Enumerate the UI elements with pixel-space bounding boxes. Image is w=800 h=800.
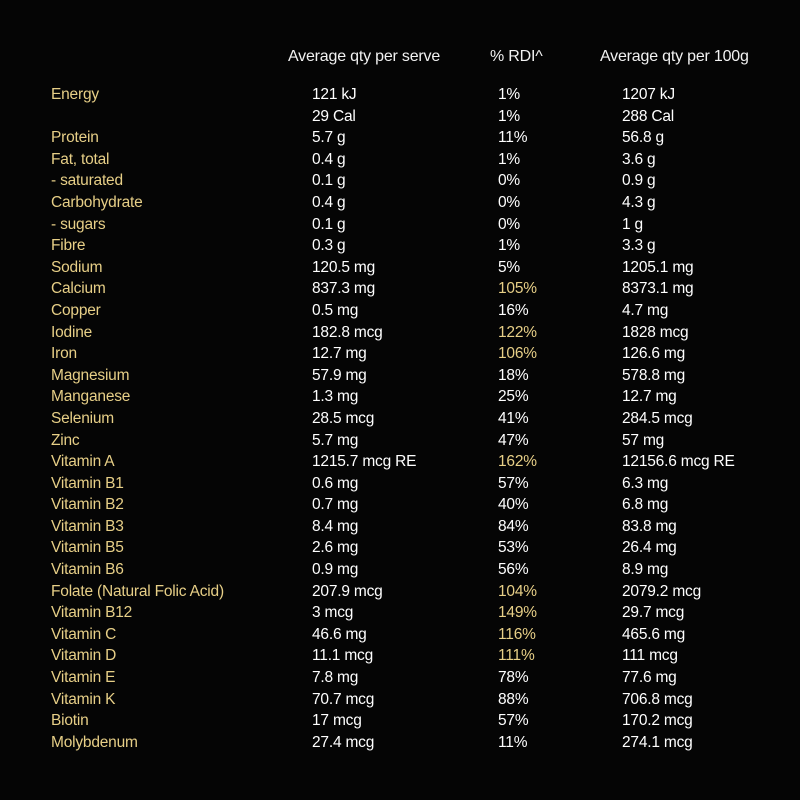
table-row [0, 106, 800, 128]
header-per-serve: Average qty per serve [288, 48, 441, 65]
table-row [0, 300, 800, 322]
qty-per-serve: 0.1 g [312, 215, 346, 233]
nutrient-name: Vitamin B6 [51, 561, 124, 579]
nutrient-name: Protein [51, 129, 99, 147]
rdi-percent: 47% [498, 431, 529, 449]
qty-per-serve: 3 mcg [312, 604, 354, 622]
rdi-percent: 41% [498, 409, 529, 427]
rdi-percent: 122% [498, 323, 537, 341]
nutrient-name: Sodium [51, 258, 103, 276]
rdi-percent: 11% [498, 733, 528, 751]
nutrient-name: Folate (Natural Folic Acid) [51, 582, 224, 600]
rdi-percent: 25% [498, 388, 529, 406]
qty-per-100g: 1205.1 mg [622, 258, 694, 276]
qty-per-100g: 2079.2 mcg [622, 582, 701, 600]
qty-per-serve: 1215.7 mcg RE [312, 453, 417, 471]
nutrient-name: Biotin [51, 712, 89, 730]
qty-per-serve: 8.4 mg [312, 517, 359, 535]
nutrient-name: Copper [51, 301, 101, 319]
qty-per-serve: 12.7 mg [312, 345, 367, 363]
nutrient-name: - saturated [51, 172, 123, 190]
qty-per-serve: 57.9 mg [312, 366, 367, 384]
qty-per-100g: 706.8 mcg [622, 690, 693, 708]
qty-per-serve: 0.5 mg [312, 301, 359, 319]
qty-per-100g: 6.8 mg [622, 496, 669, 514]
qty-per-serve: 207.9 mcg [312, 582, 383, 600]
qty-per-100g: 4.7 mg [622, 301, 669, 319]
nutrient-name: Vitamin B3 [51, 517, 124, 535]
rdi-percent: 0% [498, 193, 521, 211]
qty-per-serve: 0.6 mg [312, 474, 359, 492]
qty-per-serve: 1.3 mg [312, 388, 359, 406]
nutrient-name: Manganese [51, 388, 131, 406]
table-row [0, 408, 800, 430]
table-row [0, 516, 800, 538]
nutrient-name: Carbohydrate [51, 193, 143, 211]
qty-per-100g: 126.6 mg [622, 345, 686, 363]
nutrient-name: Fat, total [51, 150, 110, 168]
qty-per-serve: 17 mcg [312, 712, 362, 730]
qty-per-100g: 1828 mcg [622, 323, 689, 341]
qty-per-serve: 28.5 mcg [312, 409, 375, 427]
nutrient-name: Vitamin E [51, 669, 116, 687]
qty-per-serve: 2.6 mg [312, 539, 359, 557]
rdi-percent: 106% [498, 345, 537, 363]
table-header [0, 48, 800, 72]
qty-per-100g: 284.5 mcg [622, 409, 693, 427]
table-row [0, 667, 800, 689]
qty-per-100g: 26.4 mg [622, 539, 677, 557]
rdi-percent: 116% [498, 625, 536, 643]
rdi-percent: 0% [498, 172, 521, 190]
header-rdi: % RDI^ [490, 48, 543, 65]
table-row [0, 127, 800, 149]
table-row [0, 170, 800, 192]
qty-per-100g: 3.6 g [622, 150, 656, 168]
nutrient-name: Calcium [51, 280, 106, 298]
nutrient-name: Vitamin D [51, 647, 117, 665]
qty-per-serve: 0.4 g [312, 150, 346, 168]
rdi-percent: 56% [498, 561, 529, 579]
qty-per-100g: 77.6 mg [622, 669, 677, 687]
rdi-percent: 162% [498, 453, 537, 471]
nutrient-name: Iodine [51, 323, 93, 341]
table-row [0, 494, 800, 516]
qty-per-100g: 56.8 g [622, 129, 664, 147]
nutrient-name: Vitamin B2 [51, 496, 124, 514]
qty-per-100g: 578.8 mg [622, 366, 686, 384]
nutrient-name: Vitamin A [51, 453, 115, 471]
qty-per-100g: 29.7 mcg [622, 604, 685, 622]
qty-per-serve: 182.8 mcg [312, 323, 383, 341]
rdi-percent: 105% [498, 280, 537, 298]
table-row [0, 322, 800, 344]
rdi-percent: 84% [498, 517, 529, 535]
nutrient-name: Energy [51, 86, 99, 103]
table-row [0, 537, 800, 559]
qty-per-100g: 3.3 g [622, 237, 656, 255]
rdi-percent: 149% [498, 604, 537, 622]
qty-per-serve: 0.9 mg [312, 561, 359, 579]
qty-per-serve: 46.6 mg [312, 625, 367, 643]
rdi-percent: 1% [498, 86, 521, 103]
qty-per-100g: 1207 kJ [622, 86, 675, 103]
nutrient-name: Magnesium [51, 366, 130, 384]
qty-per-100g: 111 mcg [622, 647, 678, 665]
table-row [0, 559, 800, 581]
table-row [0, 192, 800, 214]
nutrient-name: Vitamin B5 [51, 539, 124, 557]
qty-per-serve: 29 Cal [312, 107, 356, 125]
table-row [0, 214, 800, 236]
rdi-percent: 57% [498, 474, 529, 492]
nutrient-name: Vitamin K [51, 690, 116, 708]
table-row [0, 473, 800, 495]
rdi-percent: 53% [498, 539, 529, 557]
nutrient-name: Fibre [51, 237, 86, 255]
qty-per-serve: 5.7 mg [312, 431, 359, 449]
table-row [0, 602, 800, 624]
table-row [0, 343, 800, 365]
rdi-percent: 1% [498, 150, 521, 168]
table-row [0, 365, 800, 387]
qty-per-serve: 7.8 mg [312, 669, 359, 687]
qty-per-serve: 0.4 g [312, 193, 346, 211]
rdi-percent: 78% [498, 669, 529, 687]
table-row [0, 710, 800, 732]
qty-per-100g: 8.9 mg [622, 561, 669, 579]
nutrient-name: Zinc [51, 431, 80, 449]
table-row [0, 732, 800, 754]
table-row [0, 235, 800, 257]
nutrient-name: Vitamin C [51, 625, 117, 643]
table-row [0, 386, 800, 408]
nutrient-table-body [0, 84, 800, 753]
nutrient-name: Molybdenum [51, 733, 138, 751]
rdi-percent: 40% [498, 496, 529, 514]
nutrient-name: Vitamin B12 [51, 604, 133, 622]
qty-per-serve: 27.4 mcg [312, 733, 375, 751]
table-row [0, 149, 800, 171]
qty-per-100g: 170.2 mcg [622, 712, 693, 730]
qty-per-serve: 0.7 mg [312, 496, 359, 514]
qty-per-100g: 12156.6 mcg RE [622, 453, 735, 471]
table-row [0, 84, 800, 106]
rdi-percent: 111% [498, 647, 535, 665]
rdi-percent: 1% [498, 237, 521, 255]
nutrient-name: - sugars [51, 215, 106, 233]
table-row [0, 645, 800, 667]
qty-per-serve: 5.7 g [312, 129, 346, 147]
qty-per-100g: 12.7 mg [622, 388, 677, 406]
rdi-percent: 16% [498, 301, 529, 319]
qty-per-100g: 465.6 mg [622, 625, 686, 643]
qty-per-100g: 0.9 g [622, 172, 656, 190]
qty-per-serve: 121 kJ [312, 86, 357, 103]
table-row [0, 451, 800, 473]
rdi-percent: 11% [498, 129, 528, 147]
qty-per-100g: 4.3 g [622, 193, 656, 211]
table-row [0, 689, 800, 711]
table-row [0, 278, 800, 300]
qty-per-serve: 120.5 mg [312, 258, 376, 276]
rdi-percent: 0% [498, 215, 521, 233]
table-row [0, 257, 800, 279]
nutrient-name: Iron [51, 345, 77, 363]
rdi-percent: 18% [498, 366, 529, 384]
rdi-percent: 57% [498, 712, 529, 730]
table-row [0, 430, 800, 452]
qty-per-100g: 83.8 mg [622, 517, 677, 535]
qty-per-100g: 274.1 mcg [622, 733, 693, 751]
header-per-100g: Average qty per 100g [600, 48, 749, 65]
nutrient-name: Vitamin B1 [51, 474, 124, 492]
qty-per-100g: 288 Cal [622, 107, 675, 125]
qty-per-100g: 57 mg [622, 431, 665, 449]
rdi-percent: 1% [498, 107, 521, 125]
table-row [0, 581, 800, 603]
qty-per-100g: 1 g [622, 215, 643, 233]
qty-per-100g: 8373.1 mg [622, 280, 694, 298]
rdi-percent: 104% [498, 582, 537, 600]
table-row [0, 624, 800, 646]
qty-per-serve: 837.3 mg [312, 280, 376, 298]
qty-per-serve: 0.3 g [312, 237, 346, 255]
rdi-percent: 88% [498, 690, 529, 708]
qty-per-serve: 70.7 mcg [312, 690, 375, 708]
qty-per-serve: 0.1 g [312, 172, 346, 190]
rdi-percent: 5% [498, 258, 521, 276]
qty-per-serve: 11.1 mcg [312, 647, 374, 665]
qty-per-100g: 6.3 mg [622, 474, 669, 492]
nutrient-name: Selenium [51, 409, 115, 427]
